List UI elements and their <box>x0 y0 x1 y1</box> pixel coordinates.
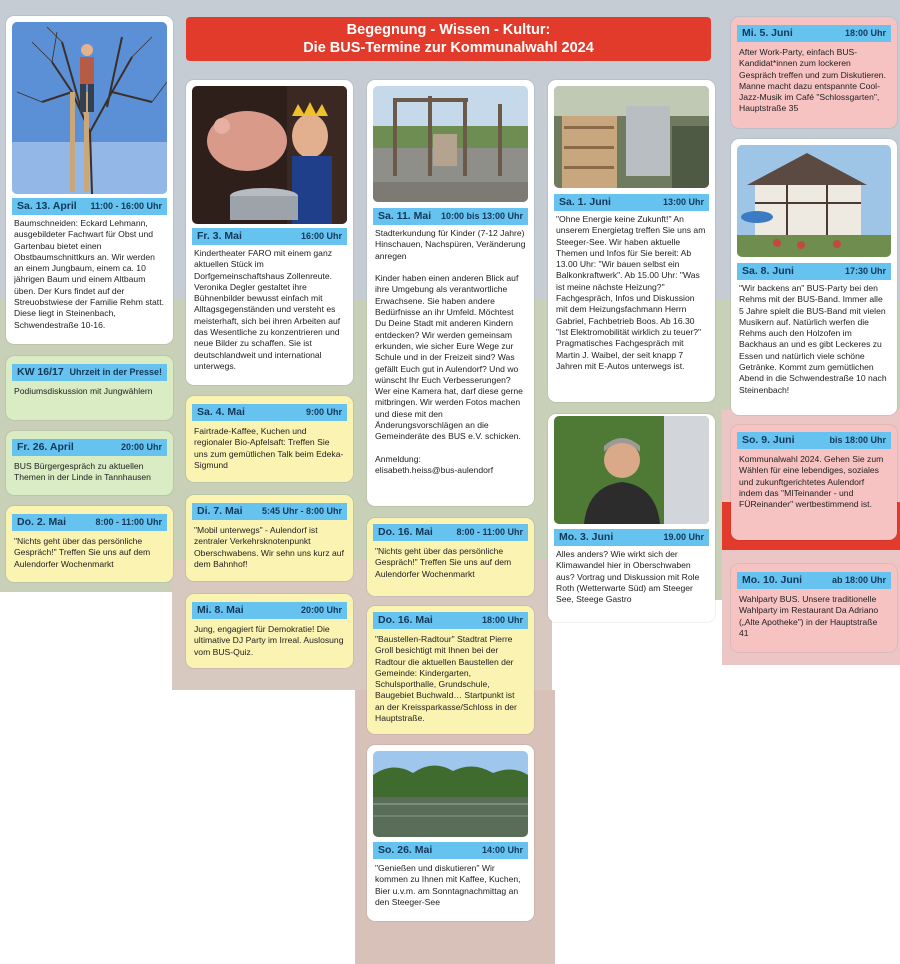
title-line-2: Die BUS-Termine zur Kommunalwahl 2024 <box>303 40 594 56</box>
event-datebar-jun10 <box>737 572 891 589</box>
event-text: Fairtrade-Kaffee, Kuchen und regionaler Bio-Apfelsaft: Treffen Sie uns zum gemütlichen Talk beim Edeka-Sigmund <box>194 426 344 470</box>
event-date: Do. 16. Mai <box>378 526 433 538</box>
event-date: KW 16/17 <box>17 366 64 378</box>
event-datebar-kw1617 <box>12 364 167 381</box>
event-datebar-may4 <box>192 404 347 421</box>
event-card-apr26 <box>6 431 173 495</box>
event-date: Sa. 1. Juni <box>559 196 611 208</box>
event-date: Mo. 10. Juni <box>742 574 803 586</box>
event-text: "Wir backens an" BUS-Party bei den Rehms mit der BUS-Band. Immer alle 5 Jahre spielt die BUS-Band mit vielen Musikern auf. Natürlich werfen die Rehms auch den Holzofen im Backhaus an und es gibt Leckeres zu Essen und natürlich viele schöne Getränke. Kommt zum gemütlichen Abend in die Schwendestraße 10 nach Steinenbach! <box>739 283 887 395</box>
event-time: 10:00 bis 13:00 Uhr <box>440 211 523 221</box>
event-card-jun8 <box>731 139 897 415</box>
event-datebar-may3 <box>192 228 347 245</box>
event-card-may2 <box>6 506 173 582</box>
event-card-may16b <box>367 606 534 734</box>
tree-pruning-photo <box>12 22 167 194</box>
event-time: 20:00 Uhr <box>300 605 342 615</box>
event-text: "Genießen und diskutieren" Wir kommen zu Ihnen mit Kaffee, Kuchen, Bier u.v.m. am Sonntagnachmittag an den Steeger-See <box>375 863 521 907</box>
event-time: bis 18:00 Uhr <box>829 435 886 445</box>
event-time: 18:00 Uhr <box>481 615 523 625</box>
lake-photo <box>373 751 528 837</box>
event-datebar-may8 <box>192 602 347 619</box>
event-time: Uhrzeit in der Presse! <box>69 367 162 377</box>
event-card-may7 <box>186 495 353 581</box>
event-text: After Work-Party, einfach BUS-Kandidat*innen zum lockeren Gespräch treffen und zum Diskutieren. Manne macht dazu entspannte Cool-Jazz-Musik im Café "Schlossgarten", Hauptstraße 35 <box>739 47 886 114</box>
event-card-may11 <box>367 80 534 506</box>
event-date: Do. 2. Mai <box>17 516 67 528</box>
event-date: Sa. 4. Mai <box>197 406 245 418</box>
event-date: Mi. 8. Mai <box>197 604 244 616</box>
page-title <box>186 17 711 61</box>
event-text: "Nichts geht über das persönliche Gespräch!" Treffen Sie uns auf dem Aulendorfer Wochenmarkt <box>375 546 512 579</box>
event-time: 17:30 Uhr <box>844 266 886 276</box>
event-time: 13:00 Uhr <box>662 197 704 207</box>
event-text: Jung, engagiert für Demokratie! Die ultimative DJ Party im Irreal. Auslosung vom BUS-Quiz. <box>194 624 344 657</box>
event-datebar-apr13 <box>12 198 167 215</box>
event-date: Sa. 13. April <box>17 200 77 212</box>
event-datebar-may26 <box>373 842 528 859</box>
event-text: Podiumsdiskussion mit Jungwählern <box>14 386 153 396</box>
event-time: ab 18:00 Uhr <box>831 575 886 585</box>
event-card-apr13 <box>6 16 173 344</box>
event-card-may4 <box>186 396 353 482</box>
event-date: Fr. 26. April <box>17 441 74 453</box>
event-datebar-jun9 <box>737 432 891 449</box>
event-card-may3 <box>186 80 353 385</box>
event-text: Baumschneiden: Eckard Lehmann, ausgebildeter Fachwart für Obst und Gartenbau bietet einen Obstbaumschnittkurs an. Wir werden an einem Jungbaum, einem ca. 10 jährigen Baum und einem Altbaum üben. Der Kurs findet auf der Streuobstwiese der Familie Rehm statt. Diese liegt in Steinenbach, Schwendestraße 10-16. <box>14 218 164 330</box>
white-cutout-right <box>555 665 900 964</box>
energy-storage-photo <box>554 86 709 188</box>
event-card-jun3 <box>548 414 715 622</box>
event-card-jun1 <box>548 80 715 402</box>
event-text: Wahlparty BUS. Unsere traditionelle Wahlparty im Restaurant Da Adriano („Alte Apotheke") in der Hauptstraße 41 <box>739 594 879 638</box>
event-time: 20:00 Uhr <box>120 442 162 452</box>
event-text: Kommunalwahl 2024. Gehen Sie zum Wählen für eine lebendiges, soziales und zukunftgerichtetes Aulendorf indem das "MITeinander - und FÜReinander" wertbestimmend ist. <box>739 454 884 510</box>
event-card-jun9 <box>731 425 897 540</box>
event-text: "Mobil unterwegs" - Aulendorf ist zentraler Verkehrsknotenpunkt Oberschwabens. Wir sehn uns kurz auf dem Bahnhof! <box>194 525 344 569</box>
white-cutout-left <box>0 592 172 964</box>
event-time: 8:00 - 11:00 Uhr <box>95 517 162 527</box>
event-date: Sa. 11. Mai <box>378 210 432 222</box>
event-text: BUS Bürgergespräch zu aktuellen Themen in der Linde in Tannhausen <box>14 461 151 483</box>
event-datebar-may16a <box>373 524 528 541</box>
event-date: So. 26. Mai <box>378 844 433 856</box>
event-text: "Ohne Energie keine Zukunft!" An unserem Energietag treffen Sie uns am Steeger-See. Wir haben aktuelle Themen und Infos für Sie bereit: Ab 13.00 Uhr: "Wir bauen selbst ein Balkonkraftwerk". Ab 15.00 Uhr: "Was ist meine nächste Heizung?" Fachgespräch, Infos und Diskussion mit dem Heizungsfachmann Herrn Gabriel, Fachbetrieb Boos. Ab 16.30 "Ist Elektromobilität wirklich zu teuer?" Pragmatisches Fachgespräch mit Martin J. Waibel, der seit knapp 7 Jahren mit E-Autos unterwegs ist. <box>556 214 706 371</box>
white-cutout-left-mid <box>172 690 355 964</box>
event-time: 14:00 Uhr <box>481 845 523 855</box>
event-time: 8:00 - 11:00 Uhr <box>456 527 523 537</box>
event-text: Kindertheater FARO mit einem ganz aktuellen Stück im Dorfgemeinschaftshaus Zollenreute. Veronika Degler gestaltet ihre Bühnenbilder bewusst einfach mit Alltagsgegenständen und versteht es meisterhaft, sich bei ihren Arbeiten auf das Wesentliche zu konzentrieren und neue Bilder zu schaffen. Sie ist deutschlandweit und international unterwegs. <box>194 248 341 371</box>
event-text: "Nichts geht über das persönliche Gespräch!" Treffen Sie uns auf dem Aulendorfer Wochenmarkt <box>14 536 151 569</box>
event-datebar-may16b <box>373 612 528 629</box>
event-text: "Baustellen-Radtour" Stadtrat Pierre Groll besichtigt mit Ihnen bei der Radtour die aktuellen Baustellen der Gemeinde: Kindergarten, Schulsporthalle, Grundschule, Baugebiet Buchwald… Startpunkt ist an der Kreissparkasse/Schloss in der Hauptstraße. <box>375 634 517 724</box>
playground-photo <box>373 86 528 202</box>
title-line-1: Begegnung - Wissen - Kultur: <box>346 22 551 38</box>
event-date: Fr. 3. Mai <box>197 230 242 242</box>
event-time: 11:00 - 16:00 Uhr <box>90 201 162 211</box>
event-date: Mi. 5. Juni <box>742 27 793 39</box>
event-time: 18:00 Uhr <box>844 28 886 38</box>
speaker-portrait-photo <box>554 416 709 524</box>
event-time: 5:45 Uhr - 8:00 Uhr <box>261 506 342 516</box>
event-datebar-may7 <box>192 503 347 520</box>
event-date: Di. 7. Mai <box>197 505 243 517</box>
event-card-kw1617 <box>6 356 173 420</box>
puppet-theater-photo <box>192 86 347 224</box>
event-datebar-jun3 <box>554 529 709 546</box>
event-time: 16:00 Uhr <box>300 231 342 241</box>
event-datebar-jun5 <box>737 25 891 42</box>
event-datebar-may11 <box>373 208 528 225</box>
event-text: Alles anders? Wie wirkt sich der Klimawandel hier in Oberschwaben aus? Vortrag und Diskussion mit Role Roth (Wetterwarte Süd) am Steeger See, Steege Gastro <box>556 549 700 605</box>
backhaus-party-photo <box>737 145 891 257</box>
event-card-may26 <box>367 745 534 921</box>
event-card-may16a <box>367 518 534 596</box>
event-date: Sa. 8. Juni <box>742 265 794 277</box>
event-time: 9:00 Uhr <box>305 407 342 417</box>
event-datebar-apr26 <box>12 439 167 456</box>
event-card-jun10 <box>731 564 897 652</box>
event-time: 19.00 Uhr <box>663 532 704 542</box>
event-date: Do. 16. Mai <box>378 614 433 626</box>
event-datebar-may2 <box>12 514 167 531</box>
event-card-may8 <box>186 594 353 668</box>
event-datebar-jun8 <box>737 263 891 280</box>
event-text: Stadterkundung für Kinder (7-12 Jahre) Hinschauen, Nachspüren, Veränderung anregen Kinder haben einen anderen Blick auf ihre Umgebung als verantwortliche Erwachsene. Sie haben andere Bedürfnisse an ihr Umfeld. Möchtest Du Deine Stadt mit anderen Kindern entdecken? Wir werden gemeinsam erkunden, wie sicher Eure Wege zur Schule und in der Freizeit sind? Was gefällt Euch gut in Aulendorf? Und wo wünscht Ihr Euch Verbesserungen? Wer eine Kamera hat, darf diese gerne mitbringen. Wir werden Fotos machen und diese mit den Änderungsvorschlägen an die Gemeinderäte des BUS e.V. schicken. Anmeldung: elisabeth.heiss@bus-aulendorf <box>375 228 526 476</box>
event-datebar-jun1 <box>554 194 709 211</box>
event-date: So. 9. Juni <box>742 434 795 446</box>
event-date: Mo. 3. Juni <box>559 531 614 543</box>
event-card-jun5 <box>731 17 897 128</box>
